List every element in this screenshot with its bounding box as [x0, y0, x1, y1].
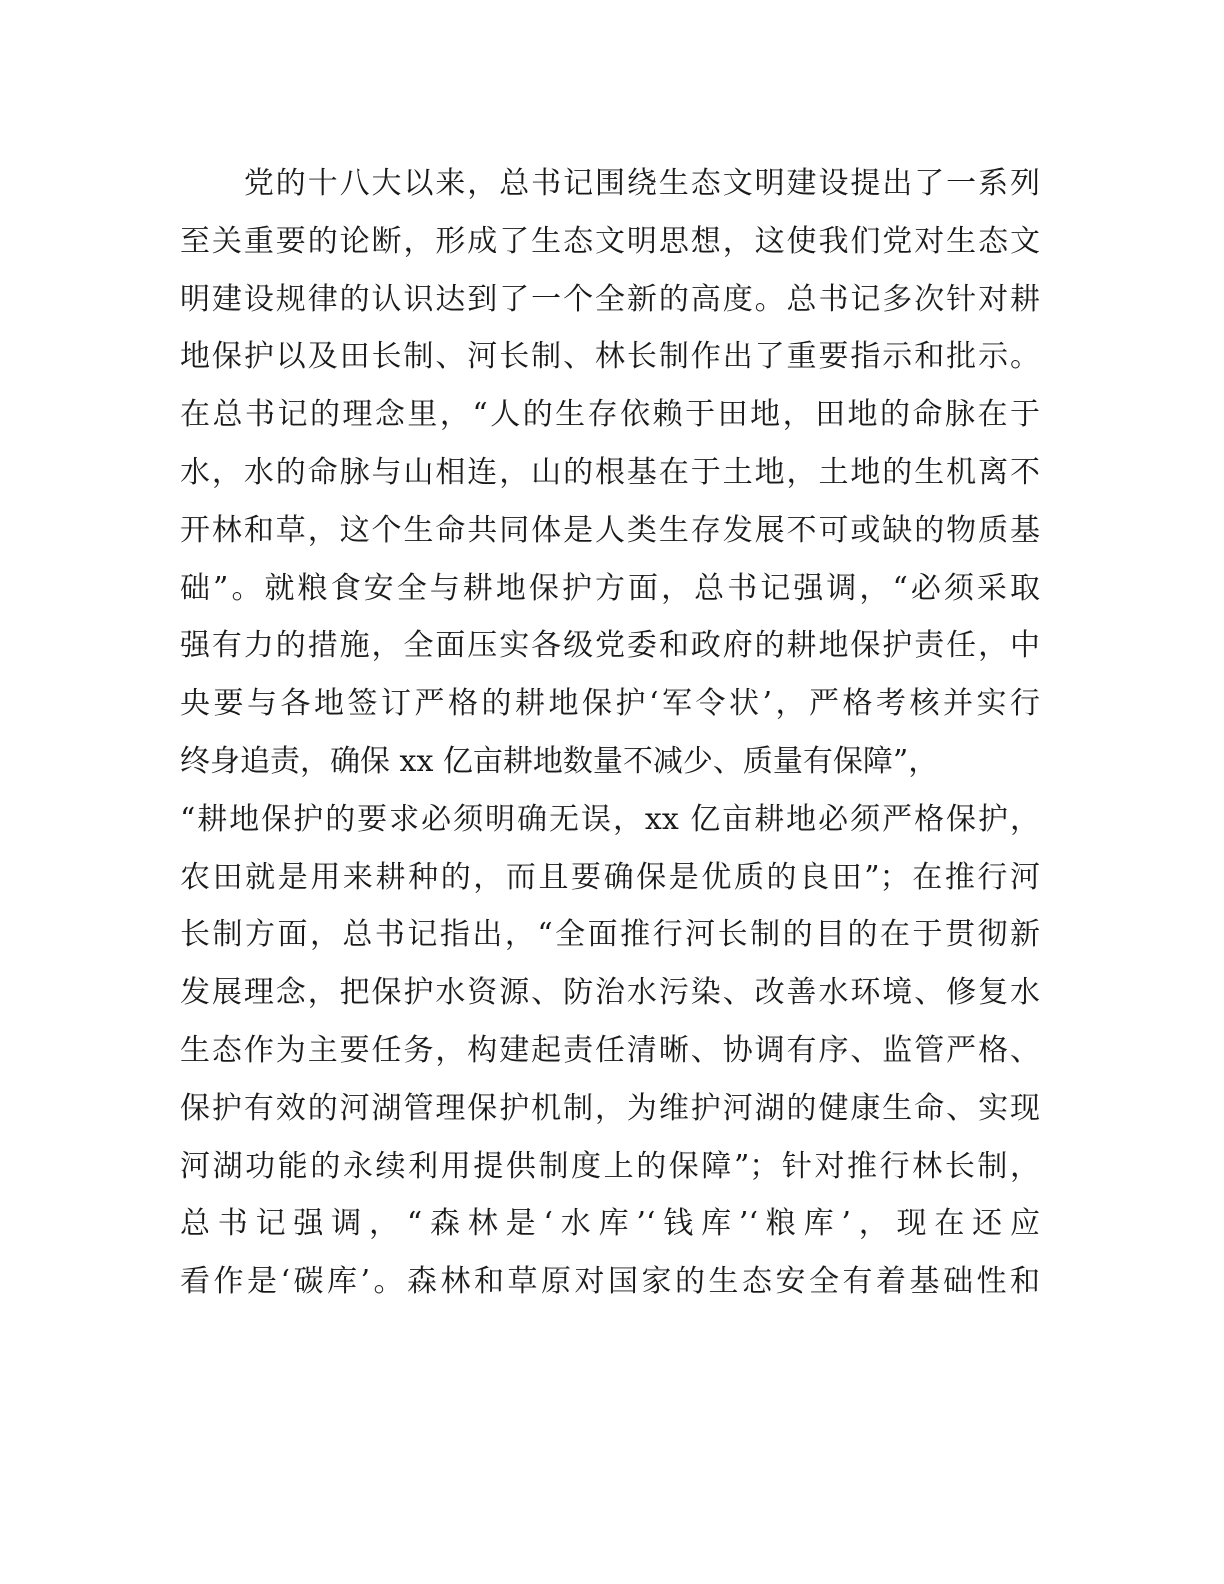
text-line: 长制方面，总书记指出，“全面推行河长制的目的在于贯彻新 [180, 917, 1040, 953]
text-line: 至关重要的论断，形成了生态文明思想，这使我们党对生态文 [180, 223, 1040, 259]
text-line: 生态作为主要任务，构建起责任清晰、协调有序、监管严格、 [180, 1032, 1040, 1068]
text-line: 开林和草，这个生命共同体是人类生存发展不可或缺的物质基 [180, 512, 1040, 548]
text-line: 总书记强调，“森林是‘水库’‘钱库’‘粮库’，现在还应 [180, 1206, 1040, 1242]
text-line: 地保护以及田长制、河长制、林长制作出了重要指示和批示。 [180, 339, 1040, 375]
text-line: “耕地保护的要求必须明确无误，xx 亿亩耕地必须严格保护， [180, 801, 1040, 837]
text-line: 河湖功能的永续利用提供制度上的保障”；针对推行林长制， [180, 1148, 1040, 1184]
text-line: 央要与各地签订严格的耕地保护‘军令状’，严格考核并实行 [180, 686, 1040, 722]
text-line: 农田就是用来耕种的，而且要确保是优质的良田”；在推行河 [180, 859, 1040, 895]
text-line: 党的十八大以来，总书记围绕生态文明建设提出了一系列 [180, 166, 1040, 201]
text-line: 明建设规律的认识达到了一个全新的高度。总书记多次针对耕 [180, 281, 1040, 317]
text-line: 水，水的命脉与山相连，山的根基在于土地，土地的生机离不 [180, 454, 1040, 490]
text-line: 终身追责，确保 xx 亿亩耕地数量不减少、质量有保障”， [180, 743, 939, 779]
text-line: 础”。就粮食安全与耕地保护方面，总书记强调，“必须采取 [180, 570, 1040, 606]
text-line: 保护有效的河湖管理保护机制，为维护河湖的健康生命、实现 [180, 1090, 1040, 1126]
text-line: 强有力的措施，全面压实各级党委和政府的耕地保护责任，中 [180, 628, 1040, 664]
body-paragraph [180, 155, 1040, 1311]
text-line: 发展理念，把保护水资源、防治水污染、改善水环境、修复水 [180, 975, 1040, 1011]
text-line: 看作是‘碳库’。森林和草原对国家的生态安全有着基础性和 [180, 1264, 1040, 1300]
text-line: 在总书记的理念里，“人的生存依赖于田地，田地的命脉在于 [180, 397, 1040, 433]
